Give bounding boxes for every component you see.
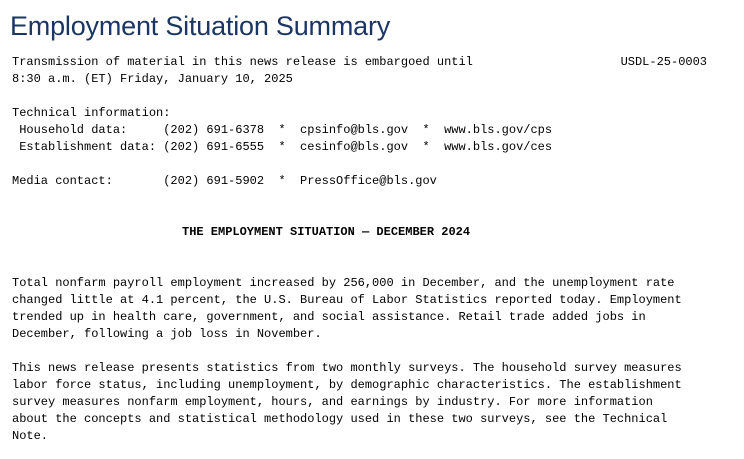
usdl-number: USDL-25-0003 xyxy=(620,55,707,69)
household-data-line: Household data: (202) 691-6378 * cpsinfo@bls.gov * www.bls.gov/cps xyxy=(12,123,553,137)
paragraph-1 xyxy=(12,275,744,343)
paragraph-line: Total nonfarm payroll employment increased by 256,000 in December, and the unemployment rate xyxy=(12,276,675,290)
release-headline: THE EMPLOYMENT SITUATION — DECEMBER 2024 xyxy=(182,225,471,239)
establishment-data-line: Establishment data: (202) 691-6555 * cesinfo@bls.gov * www.bls.gov/ces xyxy=(12,140,553,154)
paragraph-line: Note. xyxy=(12,429,49,443)
paragraph-line: trended up in health care, government, and social assistance. Retail trade added jobs in xyxy=(12,310,646,324)
paragraph-line: This news release presents statistics from two monthly surveys. The household survey measures xyxy=(12,361,682,375)
release-body xyxy=(0,54,744,445)
paragraph-2 xyxy=(12,360,744,445)
blank-line xyxy=(12,190,744,224)
technical-information-heading: Technical information: xyxy=(12,106,171,120)
paragraph-line: changed little at 4.1 percent, the U.S. Bureau of Labor Statistics reported today. Employment xyxy=(12,293,682,307)
blank-line xyxy=(12,343,744,360)
blank-line xyxy=(12,241,744,275)
paragraph-line: survey measures nonfarm employment, hours, and earnings by industry. For more information xyxy=(12,395,653,409)
blank-line xyxy=(12,88,744,105)
paragraph-line: labor force status, including unemployment, by demographic characteristics. The establishment xyxy=(12,378,682,392)
paragraph-line: December, following a job loss in November. xyxy=(12,327,322,341)
media-contact-line: Media contact: (202) 691-5902 * PressOffice@bls.gov xyxy=(12,174,437,188)
embargo-datetime: 8:30 a.m. (ET) Friday, January 10, 2025 xyxy=(12,72,293,86)
paragraph-line: about the concepts and statistical methodology used in these two surveys, see the Technical xyxy=(12,412,668,426)
blank-line xyxy=(12,156,744,173)
embargo-text: Transmission of material in this news release is embargoed until xyxy=(12,55,473,69)
page-title: Employment Situation Summary xyxy=(10,11,391,41)
embargo-row xyxy=(12,54,744,71)
